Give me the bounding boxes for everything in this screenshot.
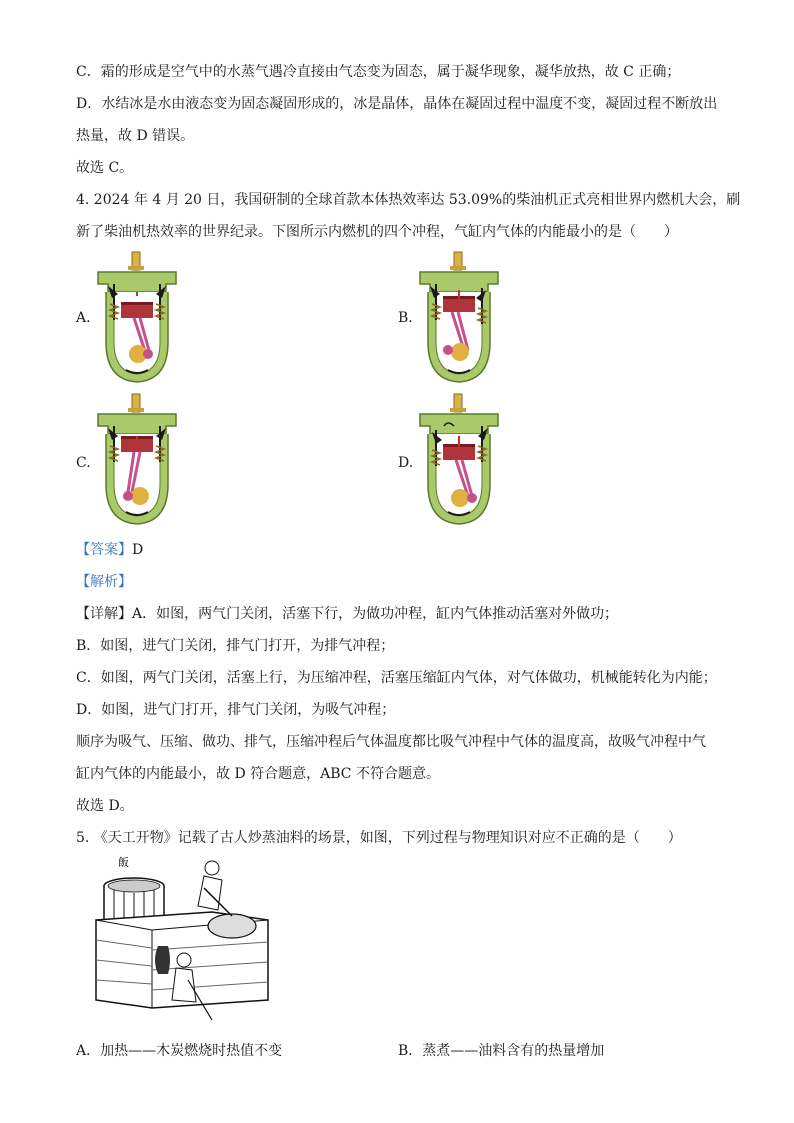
engine-diagram-c [94, 392, 180, 532]
question-4-line2: 新了柴油机热效率的世界纪录。下图所示内燃机的四个冲程，气缸内气体的内能最小的是（ ） [76, 224, 678, 240]
detail-a-line [76, 604, 618, 624]
text-line-d: D．水结冰是水由液态变为固态凝固形成的，冰是晶体，晶体在凝固过程中温度不变，凝固过程不断放出 [76, 96, 718, 112]
engine-diagram-a [94, 250, 180, 390]
text-line-d-cont: 热量，故 D 错误。 [76, 128, 195, 144]
sequence-line-1: 顺序为吸气、压缩、做功、排气，压缩冲程后气体温度都比吸气冲程中气体的温度高，故吸气冲程中气 [76, 734, 706, 750]
tiangong-kaiwu-illustration [92, 850, 272, 1030]
analysis-tag: 【解析】 [76, 574, 132, 590]
answer-line [76, 540, 143, 560]
detail-d-line: D．如图，进气门打开，排气门关闭，为吸气冲程； [76, 702, 396, 718]
choose-d-line: 故选 D。 [76, 798, 134, 814]
illustration-text: 飯 [118, 856, 129, 869]
option-a-label: A. [76, 310, 91, 326]
engine-diagram-d [416, 392, 502, 532]
detail-tag: 【详解】 [76, 606, 132, 622]
option-c-label: C. [76, 455, 91, 471]
answer-value: D [132, 542, 144, 558]
option-d-label: D. [398, 455, 414, 471]
detail-b-line: B．如图，进气门关闭，排气门打开，为排气冲程； [76, 638, 395, 654]
detail-a-text: A．如图，两气门关闭，活塞下行，为做功冲程，缸内气体推动活塞对外做功； [132, 606, 619, 622]
text-line-c: C．霜的形成是空气中的水蒸气遇冷直接由气态变为固态，属于凝华现象，凝华放热，故 C 正确； [76, 64, 681, 80]
question-4-line1: 4. 2024 年 4 月 20 日，我国研制的全球首款本体热效率达 53.09%的柴油机正式亮相世界内燃机大会，刷 [76, 192, 741, 208]
option-b-label: B. [398, 310, 413, 326]
sequence-line-2: 缸内气体的内能最小，故 D 符合题意，ABC 不符合题意。 [76, 766, 440, 782]
engine-diagram-b [416, 250, 502, 390]
analysis-line [76, 572, 132, 592]
detail-c-line: C．如图，两气门关闭，活塞上行，为压缩冲程，活塞压缩缸内气体，对气体做功，机械能转化为内能； [76, 670, 717, 686]
question-5-line: 5. 《天工开物》记载了古人炒蒸油料的场景，如图，下列过程与物理知识对应不正确的是（ ） [76, 830, 682, 846]
answer-tag: 【答案】 [76, 542, 132, 558]
question-5-option-b: B．蒸煮——油料含有的热量增加 [398, 1043, 605, 1059]
text-choose-c: 故选 C。 [76, 160, 134, 176]
question-5-option-a: A．加热——木炭燃烧时热值不变 [76, 1043, 283, 1059]
